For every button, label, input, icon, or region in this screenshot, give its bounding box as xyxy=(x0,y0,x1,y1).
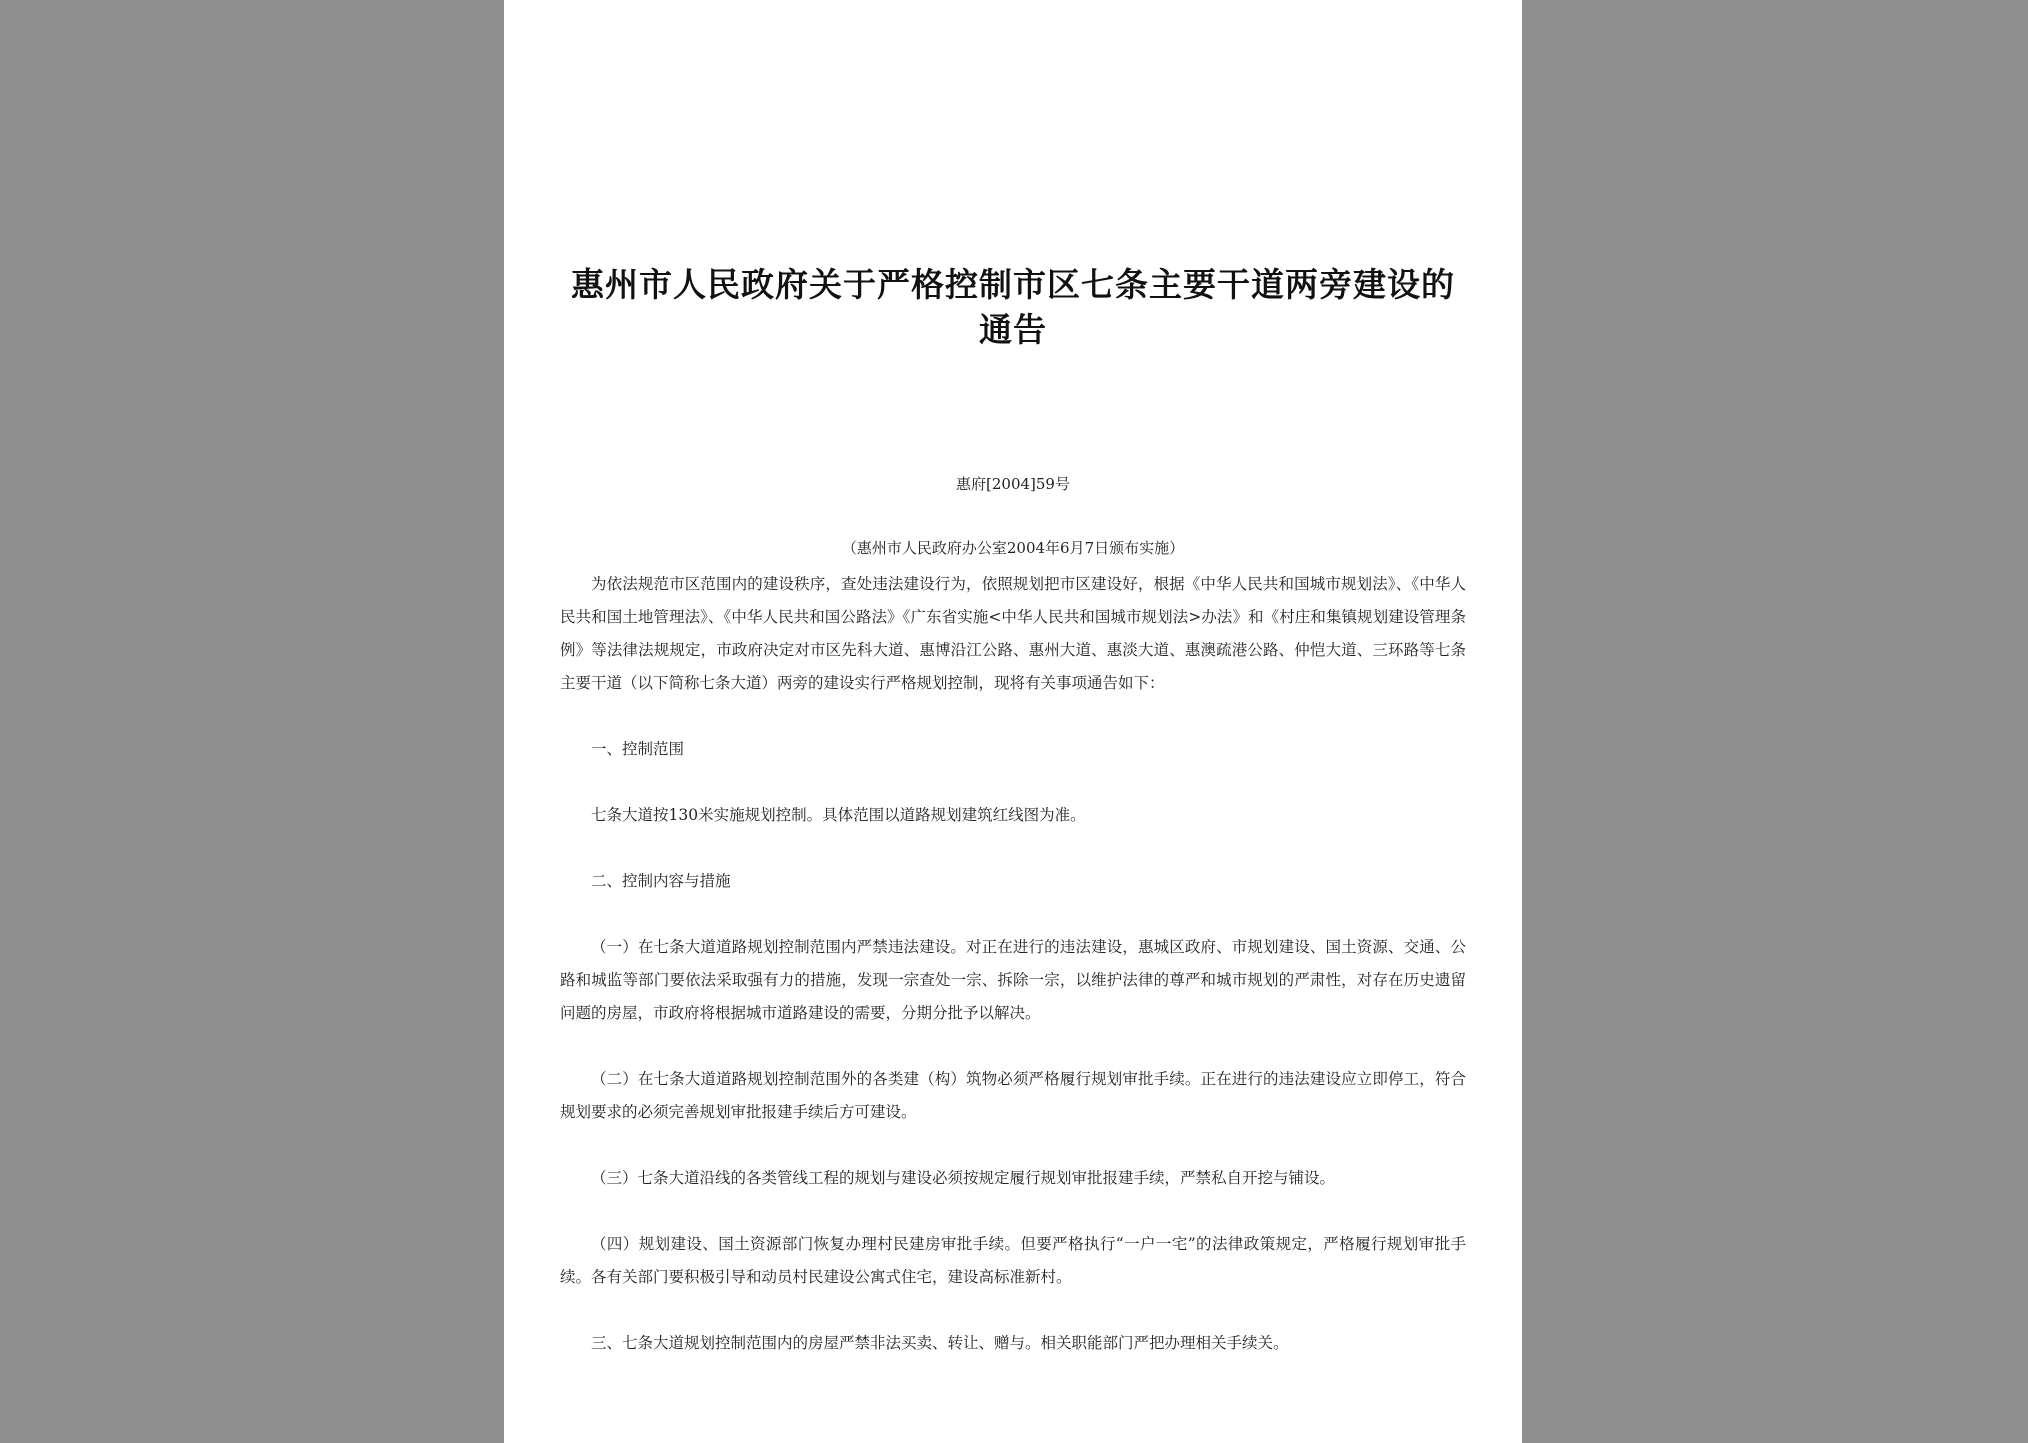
paragraph-item-1: （一）在七条大道道路规划控制范围内严禁违法建设。对正在进行的违法建设，惠城区政府、市规划建设、国土资源、交通、公路和城监等部门要依法采取强有力的措施，发现一宗查处一宗、拆除一宗，以维护法律的尊严和城市规划的严肃性，对存在历史遗留问题的房屋，市政府将根据城市道路建设的需要，分期分批予以解决。 xyxy=(560,938,1466,1022)
paragraph-range: 七条大道按130米实施规划控制。具体范围以道路规划建筑红线图为准。 xyxy=(591,806,1086,824)
document-page xyxy=(504,0,1522,1443)
issue-note: （惠州市人民政府办公室2004年6月7日颁布实施） xyxy=(841,539,1185,557)
paragraph-item-3: （三）七条大道沿线的各类管线工程的规划与建设必须按规定履行规划审批报建手续，严禁私自开挖与铺设。 xyxy=(591,1169,1336,1187)
document-body xyxy=(560,568,1466,1360)
section-heading-2: 二、控制内容与措施 xyxy=(591,872,731,890)
paragraph-preamble: 为依法规范市区范围内的建设秩序，查处违法建设行为，依照规划把市区建设好，根据《中华人民共和国城市规划法》、《中华人民共和国土地管理法》、《中华人民共和国公路法》《广东省实施<中华人民共和国城市规划法>办法》和《村庄和集镇规划建设管理条例》等法律法规规定，市政府决定对市区先科大道、惠博沿江公路、惠州大道、惠淡大道、惠澳疏港公路、仲恺大道、三环路等七条主要干道（以下简称七条大道）两旁的建设实行严格规划控制，现将有关事项通告如下： xyxy=(560,575,1466,692)
paragraph-item-2: （二）在七条大道道路规划控制范围外的各类建（构）筑物必须严格履行规划审批手续。正在进行的违法建设应立即停工，符合规划要求的必须完善规划审批报建手续后方可建设。 xyxy=(560,1070,1466,1121)
document-title: 惠州市人民政府关于严格控制市区七条主要干道两旁建设的通告 xyxy=(571,265,1455,349)
section-heading-1: 一、控制范围 xyxy=(591,740,685,758)
section-heading-3: 三、七条大道规划控制范围内的房屋严禁非法买卖、转让、赠与。相关职能部门严把办理相关手续关。 xyxy=(591,1334,1289,1352)
paragraph-item-4: （四）规划建设、国土资源部门恢复办理村民建房审批手续。但要严格执行“一户一宅”的法律政策规定，严格履行规划审批手续。各有关部门要积极引导和动员村民建设公寓式住宅，建设高标准新村。 xyxy=(560,1235,1466,1286)
document-number: 惠府[2004]59号 xyxy=(956,475,1070,493)
